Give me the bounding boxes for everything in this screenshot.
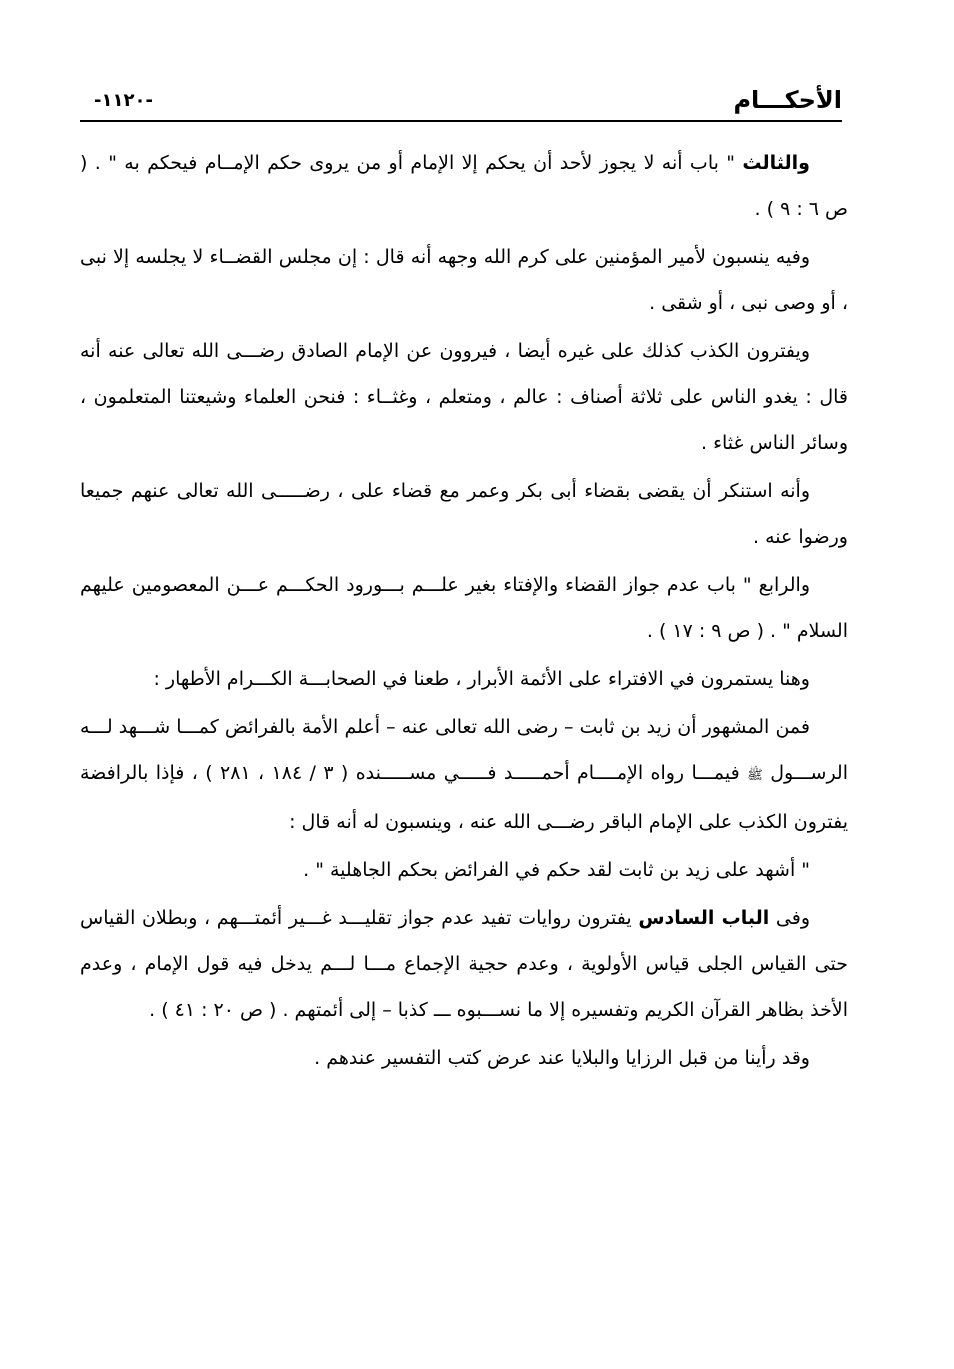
- paragraph-text: وهنا يستمرون في الافتراء على الأئمة الأبرار ، طعنا في الصحابـــة الكـــرام الأطهار :: [153, 668, 810, 690]
- paragraph-lead: والثالث: [742, 152, 810, 174]
- paragraph-text: وقد رأينا من قبل الرزايا والبلايا عند عرض كتب التفسير عندهم .: [314, 1047, 810, 1069]
- paragraph-3: [80, 328, 848, 466]
- paragraph-10: [80, 1035, 848, 1081]
- paragraph-text-after: فيمـــا رواه الإمــــام أحمـــــد فـــــي مســـــنده ( ٣ / ١٨٤ ، ٢٨١ ) ، فإذا بالرافضة يفترون الكذب على الإمام الباقر رضـــى الله عنه ، وينسبون له أنه قال :: [80, 762, 848, 833]
- page-number: -١١٢٠-: [94, 90, 153, 111]
- paragraph-text: ويفترون الكذب كذلك على غيره أيضا ، فيروون عن الإمام الصادق رضـــى الله تعالى عنه أنه قال : يغدو الناس على ثلاثة أصناف : عالم ، ومتعلم ، وغثــاء : فنحن العلماء وشيعتنا المتعلمون ، وسائر الناس غثاء .: [80, 340, 848, 454]
- page-header: [80, 82, 842, 122]
- paragraph-text: وفيه ينسبون لأمير المؤمنين على كرم الله وجهه أنه قال : إن مجلس القضــاء لا يجلسه إلا نبى ، أو وصى نبى ، أو شقى .: [80, 246, 848, 314]
- pbuh-symbol: ﷺ: [747, 768, 763, 783]
- paragraph-text: وأنه استنكر أن يقضى بقضاء أبى بكر وعمر مع قضاء على ، رضـــــى الله تعالى عنهم جميعا ورضوا عنه .: [80, 480, 848, 548]
- paragraph-8: [80, 847, 848, 893]
- paragraph-text-before: فمن المشهور أن زيد بن ثابت – رضى الله تعالى عنه – أعلم الأمة بالفرائض كمـــا شـــهد لـــه الرســـول: [80, 716, 848, 784]
- paragraph-9: [80, 895, 848, 1033]
- paragraph-7: [80, 704, 848, 845]
- paragraph-4: [80, 468, 848, 560]
- paragraph-lead: الباب السادس: [638, 907, 770, 929]
- paragraph-2: [80, 234, 848, 326]
- paragraph-1: [80, 140, 848, 232]
- paragraph-text-before: وفى: [769, 907, 811, 929]
- body-text: [80, 140, 848, 1083]
- paragraph-text: " أشهد على زيد بن ثابت لقد حكم في الفرائض بحكم الجاهلية " .: [303, 859, 810, 881]
- paragraph-6: [80, 656, 848, 702]
- paragraph-text: والرابع " باب عدم جواز القضاء والإفتاء بغير علـــم بـــورود الحكـــم عـــن المعصومين عليهم السلام " . ( ص ٩ : ١٧ ) .: [80, 574, 848, 642]
- running-title: الأحكـــام: [733, 86, 842, 114]
- paragraph-5: [80, 562, 848, 654]
- paragraph-text-after: يفترون روايات تفيد عدم جواز تقليـــد غـــير أئمتـــهم ، وبطلان القياس حتى القياس الجلى قياس الأولوية ، وعدم حجية الإجماع مـــا لـــم يدخل فيه قول الإمام ، وعدم الأخذ بظاهر القرآن الكريم وتفسيره إلا ما نســـبوه ـــ كذبا – إلى أئمتهم . ( ص ٢٠ : ٤١ ) .: [80, 907, 848, 1021]
- paragraph-text: " باب أنه لا يجوز لأحد أن يحكم إلا الإمام أو من يروى حكم الإمــام فيحكم به " . ( ص ٦ : ٩ ) .: [80, 152, 848, 220]
